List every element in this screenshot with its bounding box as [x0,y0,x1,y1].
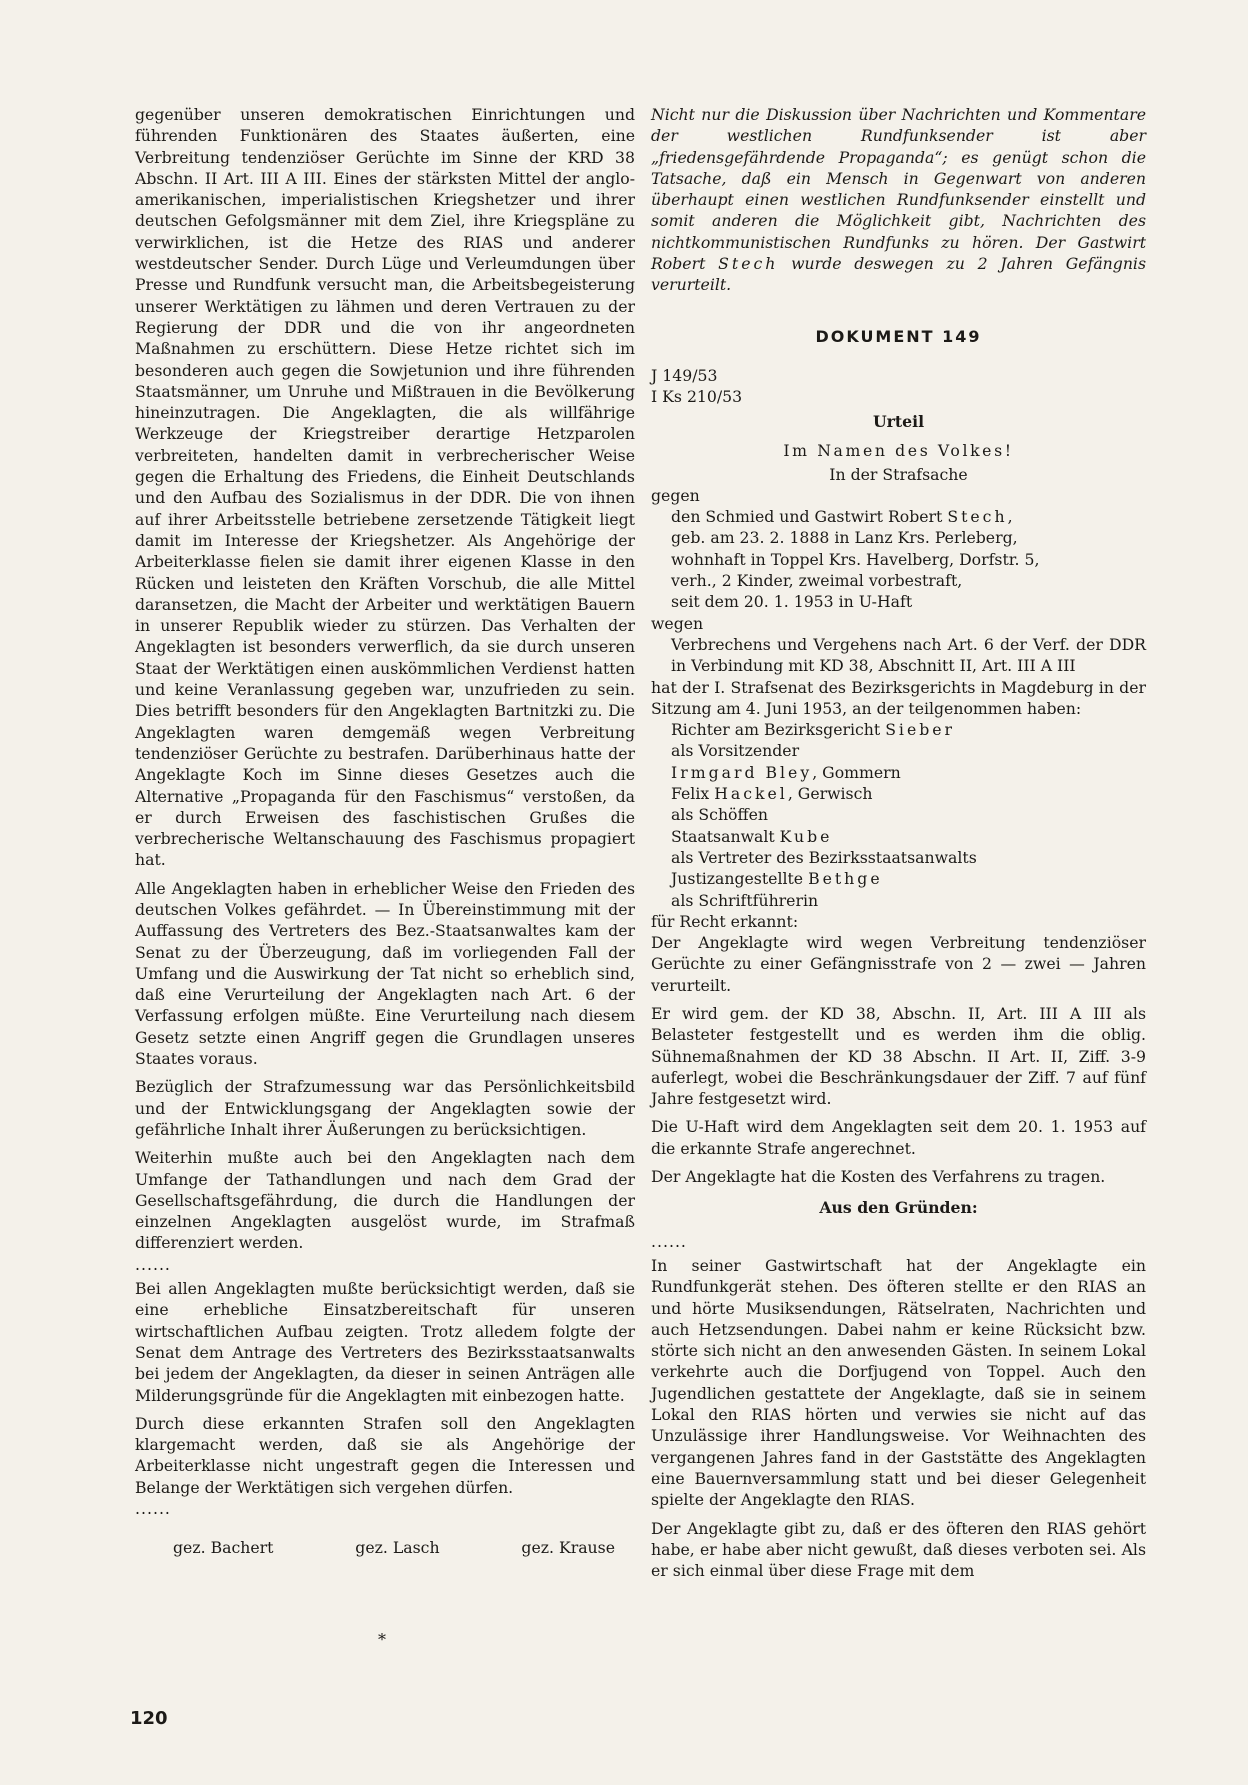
participant-name: Kube [779,826,833,846]
participant-line: als Schriftführerin [671,890,819,910]
verdict-paragraph: Die U-Haft wird dem Angeklagten seit dem 20. 1. 1953 auf die erkannte Strafe angerechnet. [651,1117,1146,1158]
paragraph: gegenüber unseren demokratischen Einrichtungen und führenden Funktionären des Staates äußerten, eine Verbreitung tendenziöser Gerüchte im Sinne der KRD 38 Abschn. II Art. III A III. Eines der stärksten Mittel der anglo-amerikanischen, imperialistischen Kriegshetzer und ihrer deutschen Gefolgsmänner mit dem Ziel, ihre Kriegspläne zu verwirklichen, ist die Hetze des RIAS und anderer westdeutscher Sender. Durch Lüge und Verleumdungen über Presse und Rundfunk versucht man, die Arbeitsbegeisterung unserer Werktätigen zu lähmen und deren Vertrauen zu der Regierung der DDR und die von ihr angeordneten Maßnahmen zu erschüttern. Diese Hetze richtet sich im besonderen auch gegen die Sowjetunion und ihre führenden Staatsmänner, um Unruhe und Mißtrauen in die Bevölkerung hineinzutragen. Die Angeklagten, die als willfährige Werkzeuge der Kriegstreiber derartige Hetzparolen verbreiteten, handelten damit in verbrecherischer Weise gegen die Erhaltung des Friedens, die Einheit Deutschlands und den Aufbau des Sozialismus in der DDR. Die von ihnen auf ihrer Arbeitsstelle betriebene zersetzende Tätigkeit liegt damit im Interesse der Kriegshetzer. Als Angehörige der Arbeiterklasse fielen sie damit ihrer eigenen Klasse in den Rücken und leisteten den Kräften Vorschub, die alle Mittel daransetzen, die Macht der Arbeiter und werktätigen Bauern in unserer Republik wieder zu stürzen. Das Verhalten der Angeklagten ist besonders verwerflich, da sie durch unseren Staat der Werktätigen einen auskömmlichen Verdienst hatten und keine Veranlassung gegeben war, unzufrieden zu sein. Dies betrifft besonders für den Angeklagten Bartnitzki zu. Die Angeklagten waren demgemäß wegen Verbreitung tendenziöser Gerüchte zu bestrafen. Darüberhinaus hatte der Angeklagte Koch im Sinne dieses Gesetzes auch die Alternative „Propaganda für den Faschismus“ verstoßen, da er durch Erweisen des faschistischen Grußes die verbrecherische Weltanschauung des Faschismus propagiert hat. [135,105,635,870]
footnote-asterisk: * [378,1630,386,1649]
participants-list [651,719,1146,911]
charge-text: Verbrechens und Vergehens nach Art. 6 der Verf. der DDR in Verbindung mit KD 38, Abschnitt II, Art. III A III [671,634,1146,676]
paragraph: Weiterhin mußte auch bei den Angeklagten nach dem Umfange der Tathandlungen und nach dem Grad der Gesellschaftsgefährdung, die durch die Handlungen der einzelnen Angeklagten ausgelöst wurde, im Strafmaß differenziert werden. [135,1148,635,1253]
paragraph: Bezüglich der Strafzumessung war das Persönlichkeitsbild und der Entwicklungsgang der Angeklagten sowie der gefährliche Inhalt ihrer Äußerungen zu berücksichtigen. [135,1077,635,1139]
document-heading: DOKUMENT 149 [815,326,982,346]
case-line: In der Strafsache [829,464,968,484]
reasons-paragraph: Der Angeklagte gibt zu, daß er des öfteren den RIAS gehört habe, er habe aber nicht gewußt, daß dieses verboten sei. Als er sich einmal über diese Frage mit dem [651,1518,1146,1581]
page-number: 120 [130,1708,168,1729]
participant-role: Felix [671,784,715,804]
intro-text: Nicht nur die Diskussion über Nachrichten und Kommentare der westlichen Rundfunksender ist aber „friedensgefährdende Propaganda“; es genügt schon die Tatsache, daß ein Mensch in Gegenwart von anderen überhaupt einen westlichen Rundfunksender einstellt und somit anderen die Möglichkeit gibt, Nachrichten des nichtkommunistischen Rundfunks zu hören. Der Gastwirt Robert [651,105,1146,274]
signature-block [135,1537,635,1558]
signature: gez. Krause [521,1538,615,1558]
participant-line [671,868,1146,889]
paragraph: Durch diese erkannten Strafen soll den Angeklagten klargemacht werden, daß sie als Angehörige der Arbeiterklasse nicht ungestraft gegen die Interessen und Belange der Werktätigen sich vergehen dürfen. [135,1413,635,1497]
paragraph: Alle Angeklagten haben in erheblicher Weise den Frieden des deutschen Volkes gefährdet. — In Übereinstimmung mit der Auffassung des Vertreters des Bez.-Staatsanwaltes kam der Senat zu der Überzeugung, daß im vorliegenden Fall der Umfang und die Auswirkung der Tat nicht so erheblich sind, daß eine Verurteilung der Angeklagten nach Art. 6 der Verfassung erfolgen müßte. Eine Verurteilung nach diesem Gesetz setzte einen Angriff gegen die Grundlagen unseres Staates voraus. [135,878,635,1069]
defendant-name: Stech [947,507,1008,527]
court-statement: hat der I. Strafsenat des Bezirksgerichts in Magdeburg in der Sitzung am 4. Juni 1953, an der teilgenommen haben: [651,677,1146,718]
defendant-line [671,506,1146,527]
ellipsis-marker: ...... [135,1499,171,1518]
participant-place: , Gommern [812,762,901,782]
defendant-name: Stech [718,254,779,274]
case-references [651,365,1146,407]
reasons-paragraph: In seiner Gastwirtschaft hat der Angeklagte ein Rundfunkgerät stehen. Des öfteren stellte er den RIAS an und hörte Musiksendungen, Rätselraten, Nachrichten und auch Hetzsendungen. Dabei nahm er keine Rücksicht bzw. störte sich nicht an den anwesenden Gästen. In seinem Lokal verkehrte auch die Dorfjugend von Toppel. Auch den Jugendlichen gestattete der Angeklagte, daß sie in seinem Lokal den RIAS hörten und verwies sie nicht auf das Unzulässige ihrer Handlungsweise. Vor Weihnachten des vergangenen Jahres fand in der Gaststätte des Angeklagten eine Bauernversammlung statt und bei dieser Gelegenheit spielte der Angeklagte den RIAS. [651,1255,1146,1510]
verdict-paragraph: Er wird gem. der KD 38, Abschn. II, Art. III A III als Belasteter festgestellt und es werden ihm die oblig. Sühnemaßnahmen der KD 38 Abschn. II Art. II, Ziff. 3-9 auferlegt, wobei die Beschränkungsdauer der Ziff. 7 auf fünf Jahre festgesetzt wird. [651,1003,1146,1109]
defendant-text: , [1007,507,1013,527]
defendant-line: wohnhaft in Toppel Krs. Havelberg, Dorfstr. 5, [671,549,1040,569]
participant-role: Richter am Bezirksgericht [671,720,886,740]
ellipsis-marker: ...... [651,1231,687,1251]
reasons-heading: Aus den Gründen: [819,1198,978,1218]
participant-name: Irmgard Bley [671,762,813,782]
ellipsis-marker: ...... [135,1254,171,1274]
right-column [651,104,1146,1581]
participant-line: als Vertreter des Bezirksstaatsanwalts [671,847,977,867]
intro-text: wurde deswegen zu 2 Jahren Gefängnis verurteilt. [651,254,1146,295]
signature: gez. Bachert [173,1538,274,1558]
charge-label: wegen [651,613,704,633]
participant-role: Justizangestellte [671,869,809,889]
intro-paragraph [651,104,1146,296]
participant-line [671,719,1146,740]
participant-role: Staatsanwalt [671,826,780,846]
participant-line: als Schöffen [671,805,769,825]
defendant-line: geb. am 23. 2. 1888 in Lanz Krs. Perleberg, [671,528,1018,548]
paragraph: Bei allen Angeklagten mußte berücksichtigt werden, daß sie eine erhebliche Einsatzbereitschaft für unseren wirtschaftlichen Aufbau zeigten. Trotz alledem folgte der Senat dem Antrage des Vertreters des Bezirksstaatsanwalts bei jedem der Angeklagten, da dieser in seinen Anträgen alle Milderungsgründe für die Angeklagten mit einbezogen hatte. [135,1279,635,1405]
participant-line: als Vorsitzender [671,741,800,761]
case-reference: J 149/53 [651,365,718,385]
against-label: gegen [651,485,700,505]
verdict-label: für Recht erkannt: [651,911,799,931]
participant-place: , Gerwisch [787,784,873,804]
participant-name: Sieber [885,720,956,740]
participant-name: Hackel [714,784,788,804]
defendant-line: seit dem 20. 1. 1953 in U-Haft [671,592,913,612]
defendant-line: verh., 2 Kinder, zweimal vorbestraft, [671,571,963,591]
case-reference: I Ks 210/53 [651,386,743,406]
participant-line [671,826,1146,847]
defendant-details [651,506,1146,612]
in-the-name-of-the-people: Im Namen des Volkes! [783,441,1014,461]
verdict-paragraph: Der Angeklagte hat die Kosten des Verfahrens zu tragen. [651,1167,1106,1187]
participant-name: Bethge [808,869,883,889]
verdict-paragraph: Der Angeklagte wird wegen Verbreitung tendenziöser Gerüchte zu einer Gefängnisstrafe von 2 — zwei — Jahren verurteilt. [651,933,1146,995]
left-column [135,104,635,1559]
defendant-text: den Schmied und Gastwirt Robert [671,507,948,527]
participant-line [671,783,1146,804]
verdict-title: Urteil [872,411,925,431]
participant-line [671,762,1146,783]
signature: gez. Lasch [355,1538,440,1558]
